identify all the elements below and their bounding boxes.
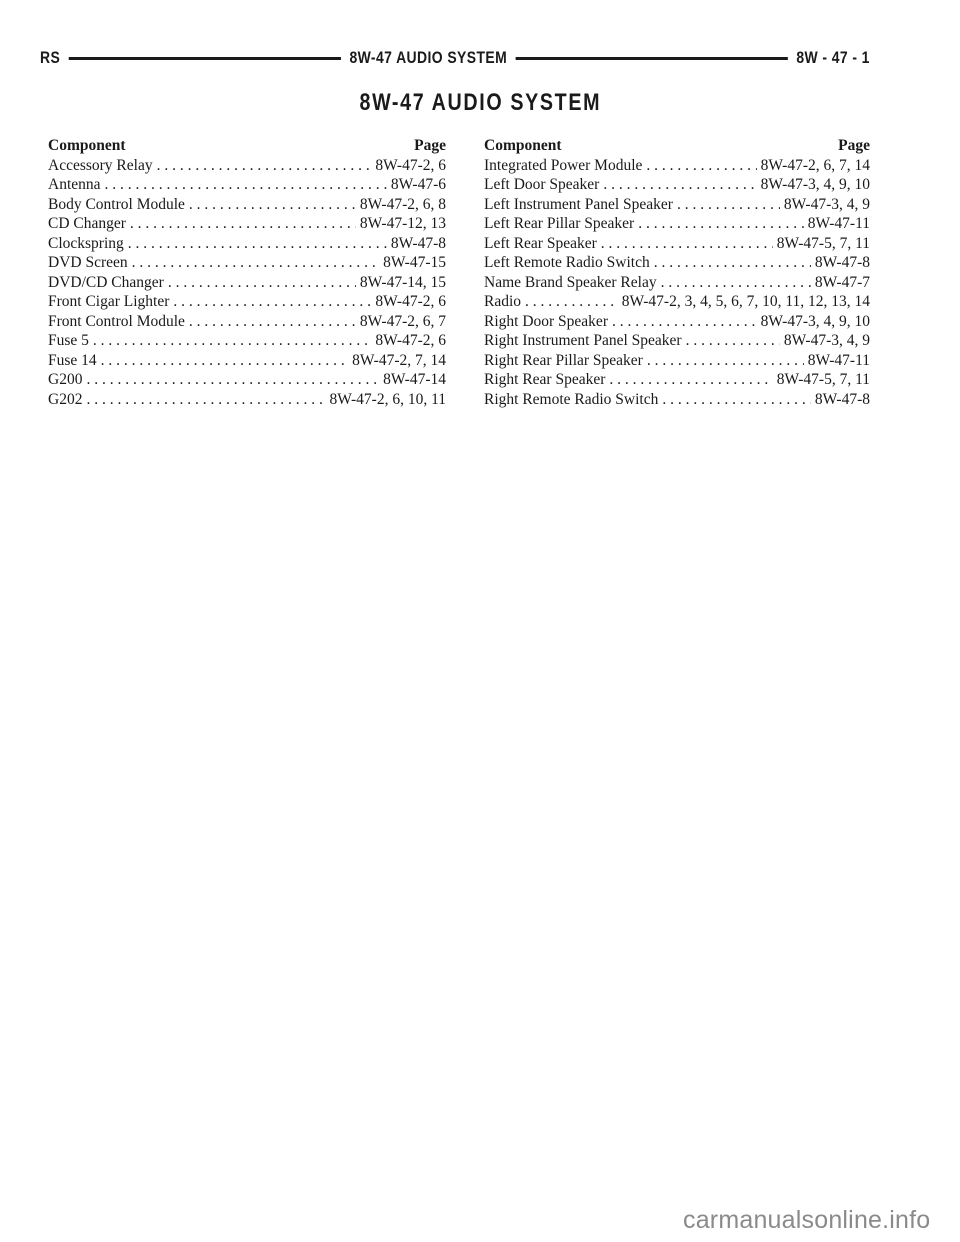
header-rule-divider	[68, 57, 341, 60]
component-name: Left Door Speaker	[484, 176, 600, 193]
dot-leader	[662, 390, 811, 410]
page-reference: 8W-47-8	[814, 254, 870, 271]
index-left-column	[48, 136, 446, 409]
component-name: Left Instrument Panel Speaker	[484, 195, 673, 213]
page-reference: 8W-47-2, 7, 14	[352, 351, 446, 369]
component-name: DVD Screen	[48, 254, 128, 271]
index-entry	[484, 390, 870, 410]
page-reference: 8W-47-2, 6	[375, 332, 446, 349]
component-name: Right Remote Radio Switch	[484, 390, 659, 408]
index-entry	[48, 351, 446, 371]
running-head-center: 8W-47 AUDIO SYSTEM	[349, 48, 508, 67]
page-reference: 8W-47-2, 6	[375, 293, 446, 310]
component-name: Clockspring	[48, 234, 124, 252]
index-entry	[484, 273, 870, 293]
page-reference: 8W-47-2, 6, 7, 14	[760, 156, 870, 174]
component-name: Accessory Relay	[48, 156, 153, 174]
index-entry	[484, 312, 870, 332]
component-name: Front Cigar Lighter	[48, 293, 170, 310]
dot-leader	[646, 156, 756, 176]
page-title: 8W-47 AUDIO SYSTEM	[359, 89, 601, 116]
component-name: Right Door Speaker	[484, 312, 608, 330]
component-name: G202	[48, 390, 83, 408]
index-entry	[484, 156, 870, 176]
page-reference: 8W-47-12, 13	[359, 215, 446, 232]
index-entry	[48, 370, 446, 390]
dot-leader	[647, 351, 804, 371]
dot-leader	[654, 253, 811, 273]
component-name: Right Rear Pillar Speaker	[484, 351, 643, 369]
component-name: Name Brand Speaker Relay	[484, 273, 657, 291]
dot-leader	[638, 214, 804, 234]
index-entry	[484, 292, 870, 312]
dot-leader	[173, 292, 371, 312]
page-reference: 8W-47-2, 6, 8	[359, 195, 446, 213]
dot-leader	[86, 370, 379, 390]
index-entry	[48, 292, 446, 312]
dot-leader	[661, 273, 811, 293]
running-head-left: RS	[40, 48, 61, 67]
dot-leader	[157, 156, 372, 176]
index-rows	[48, 156, 446, 410]
page-column-header: Page	[838, 137, 870, 154]
index-header	[484, 136, 870, 156]
dot-leader	[86, 390, 325, 410]
component-column-header: Component	[484, 137, 562, 154]
component-name: Left Rear Pillar Speaker	[484, 215, 635, 232]
component-column-header: Component	[48, 137, 126, 154]
index-entry	[484, 214, 870, 234]
index-header	[48, 136, 446, 156]
dot-leader	[603, 175, 756, 195]
component-name: Fuse 5	[48, 332, 89, 349]
page-column-header: Page	[414, 137, 446, 154]
dot-leader	[609, 370, 772, 390]
index-rows	[484, 156, 870, 410]
dot-leader	[612, 312, 757, 332]
component-name: G200	[48, 371, 83, 388]
page-reference: 8W-47-5, 7, 11	[776, 234, 870, 252]
index-entry	[484, 195, 870, 215]
index-entry	[484, 175, 870, 195]
component-name: Radio	[484, 293, 522, 310]
dot-leader	[677, 195, 780, 215]
page-reference: 8W-47-7	[814, 273, 870, 291]
dot-leader	[105, 175, 387, 195]
index-right-column	[484, 136, 870, 409]
index-entry	[48, 273, 446, 293]
component-name: Right Instrument Panel Speaker	[484, 332, 682, 349]
page-reference: 8W-47-15	[383, 254, 446, 271]
component-name: Right Rear Speaker	[484, 371, 606, 388]
index-entry	[484, 351, 870, 371]
dot-leader	[168, 273, 356, 293]
index-entry	[484, 234, 870, 254]
header-rule-divider	[515, 57, 788, 60]
component-name: Left Remote Radio Switch	[484, 254, 650, 271]
page-reference: 8W-47-11	[807, 351, 870, 369]
index-entry	[48, 214, 446, 234]
component-name: Left Rear Speaker	[484, 234, 597, 252]
index-entry	[484, 331, 870, 351]
component-name: Fuse 14	[48, 351, 97, 369]
watermark: carmanualsonline.info	[683, 1206, 931, 1234]
page-reference: 8W-47-14, 15	[359, 273, 446, 291]
index-entry	[48, 253, 446, 273]
page-reference: 8W-47-8	[390, 234, 446, 252]
page-reference: 8W-47-8	[814, 390, 870, 408]
page-reference: 8W-47-3, 4, 9	[783, 332, 870, 349]
index-entry	[48, 234, 446, 254]
component-name: CD Changer	[48, 215, 126, 232]
index-entry	[484, 253, 870, 273]
index-entry	[48, 390, 446, 410]
dot-leader	[93, 331, 371, 351]
dot-leader	[132, 253, 380, 273]
page-reference: 8W-47-2, 6, 10, 11	[329, 390, 446, 408]
page-reference: 8W-47-6	[390, 176, 446, 193]
index-entry	[48, 312, 446, 332]
index-entry	[48, 195, 446, 215]
running-head	[40, 46, 870, 70]
page-reference: 8W-47-5, 7, 11	[776, 371, 870, 388]
dot-leader	[189, 195, 356, 215]
component-name: Integrated Power Module	[484, 156, 643, 174]
index-entry	[484, 370, 870, 390]
page-reference: 8W-47-3, 4, 9	[783, 195, 870, 213]
dot-leader	[128, 234, 387, 254]
page-reference: 8W-47-2, 3, 4, 5, 6, 7, 10, 11, 12, 13, 14	[621, 293, 870, 310]
component-name: Front Control Module	[48, 312, 185, 330]
dot-leader	[130, 214, 356, 234]
page-reference: 8W-47-3, 4, 9, 10	[760, 176, 870, 193]
component-name: Antenna	[48, 176, 101, 193]
dot-leader	[601, 234, 773, 254]
index-entry	[48, 156, 446, 176]
index-entry	[48, 331, 446, 351]
dot-leader	[189, 312, 356, 332]
running-head-page-number: 8W - 47 - 1	[796, 48, 870, 67]
page-reference: 8W-47-11	[807, 215, 870, 232]
page-reference: 8W-47-2, 6, 7	[359, 312, 446, 330]
page-reference: 8W-47-2, 6	[375, 156, 446, 174]
component-name: Body Control Module	[48, 195, 185, 213]
dot-leader	[686, 331, 780, 351]
page-reference: 8W-47-14	[383, 371, 446, 388]
dot-leader	[525, 292, 618, 312]
component-name: DVD/CD Changer	[48, 273, 164, 291]
page-reference: 8W-47-3, 4, 9, 10	[760, 312, 870, 330]
dot-leader	[101, 351, 348, 371]
index-entry	[48, 175, 446, 195]
